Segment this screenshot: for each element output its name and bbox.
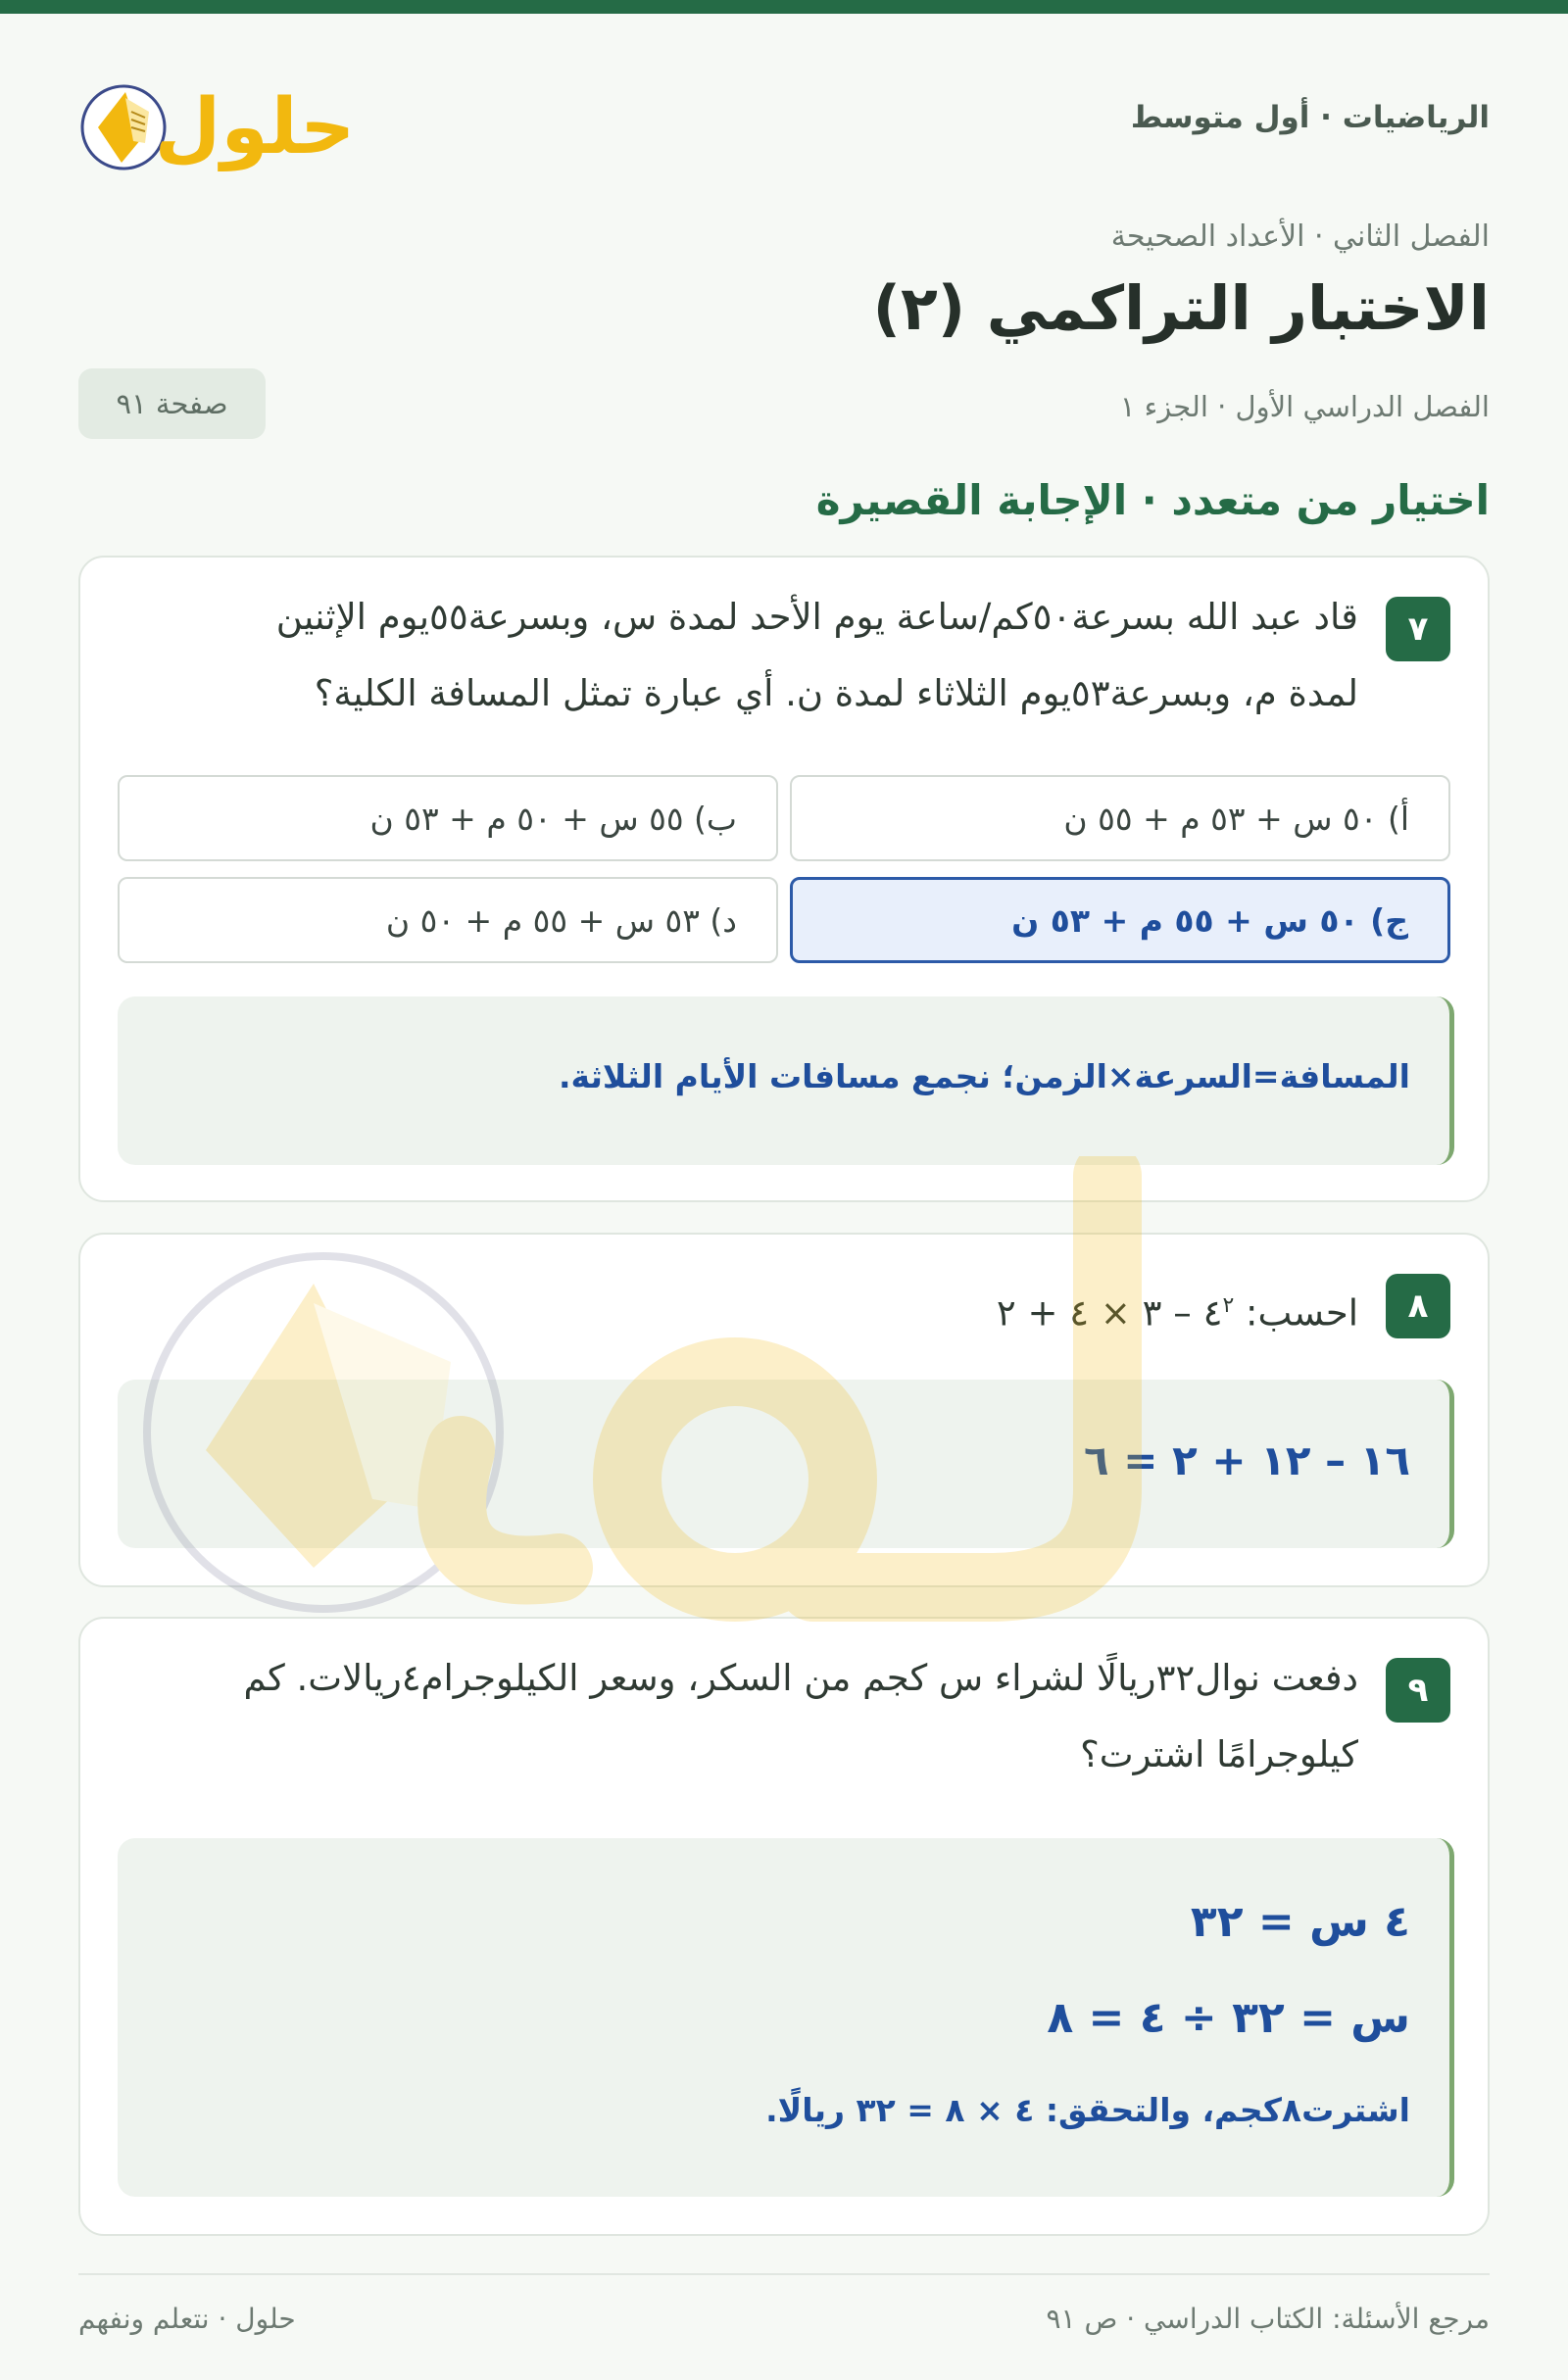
page-number-badge: صفحة ٩١ (78, 368, 266, 439)
question-text (997, 1268, 1358, 1351)
section-title: اختيار من متعدد · الإجابة القصيرة (815, 476, 1490, 524)
solution-step-2: س = ٣٢ ÷ ٤ = ٨ (1047, 1993, 1410, 2043)
question-card-8 (78, 1233, 1490, 1587)
question-text-line: قاد عبد الله بسرعة٥٠كم/ساعة يوم الأحد لمدة س، وبسرعة٥٥يوم الإثنين (275, 596, 1358, 638)
option-b[interactable]: ب) ٥٥ س + ٥٠ م + ٥٣ ن (118, 775, 778, 861)
solution-box (118, 1838, 1454, 2197)
option-a[interactable]: أ) ٥٠ س + ٥٣ م + ٥٥ ن (790, 775, 1450, 861)
footer-brand: حلول · نتعلم ونفهم (78, 2303, 296, 2335)
question-number-badge: ٨ (1386, 1274, 1450, 1338)
question-text (276, 579, 1358, 732)
solution-text: المسافة=السرعة×الزمن؛ نجمع مسافات الأيام الثلاثة. (558, 1057, 1410, 1095)
power-exponent: ٢ (1222, 1293, 1235, 1318)
solution-box (118, 1380, 1454, 1548)
solution-step-1: ٤ س = ٣٢ (1190, 1897, 1410, 1947)
power-base: ٤ (1202, 1291, 1223, 1335)
top-accent-bar (0, 0, 1568, 14)
question-number-badge: ٧ (1386, 597, 1450, 661)
question-card-9 (78, 1617, 1490, 2236)
page-header (78, 63, 1490, 180)
question-card-7 (78, 556, 1490, 1202)
question-text (244, 1640, 1358, 1793)
term-label: الفصل الدراسي الأول · الجزء ١ (1119, 390, 1490, 423)
chapter-label: الفصل الثاني · الأعداد الصحيحة (1110, 219, 1490, 254)
question-prefix: احسب: (1246, 1291, 1358, 1335)
solution-conclusion: اشترت٨كجم، والتحقق: ٤ × ٨ = ٣٢ ريالًا. (765, 2091, 1410, 2129)
question-number-badge: ٩ (1386, 1658, 1450, 1723)
question-text-line: لمدة م، وبسرعة٥٣يوم الثلاثاء لمدة ن. أي عبارة تمثل المسافة الكلية؟ (314, 672, 1358, 714)
logo-wordmark: حلول (154, 83, 353, 171)
question-text-line: دفعت نوال٣٢ريالًا لشراء س كجم من السكر، وسعر الكيلوجرام٤ريالات. كم (243, 1657, 1358, 1699)
solution-box (118, 996, 1454, 1165)
page-title: الاختبار التراكمي (٢) (872, 272, 1490, 344)
footer-reference: مرجع الأسئلة: الكتاب الدراسي · ص ٩١ (1046, 2303, 1490, 2335)
footer-divider (78, 2273, 1490, 2275)
option-d[interactable]: د) ٥٣ س + ٥٥ م + ٥٠ ن (118, 877, 778, 963)
book-logo-icon (78, 63, 353, 180)
expression-rest: – ٣ × ٤ + ٢ (996, 1291, 1192, 1335)
option-c-correct[interactable]: ج) ٥٠ س + ٥٥ م + ٥٣ ن (790, 877, 1450, 963)
question-text-line: كيلوجرامًا اشترت؟ (1080, 1733, 1358, 1775)
subject-label: الرياضيات · أول متوسط (1130, 100, 1490, 135)
solution-text: ١٦ – ١٢ + ٢ = ٦ (1084, 1436, 1410, 1484)
hulul-logo[interactable] (78, 63, 353, 180)
